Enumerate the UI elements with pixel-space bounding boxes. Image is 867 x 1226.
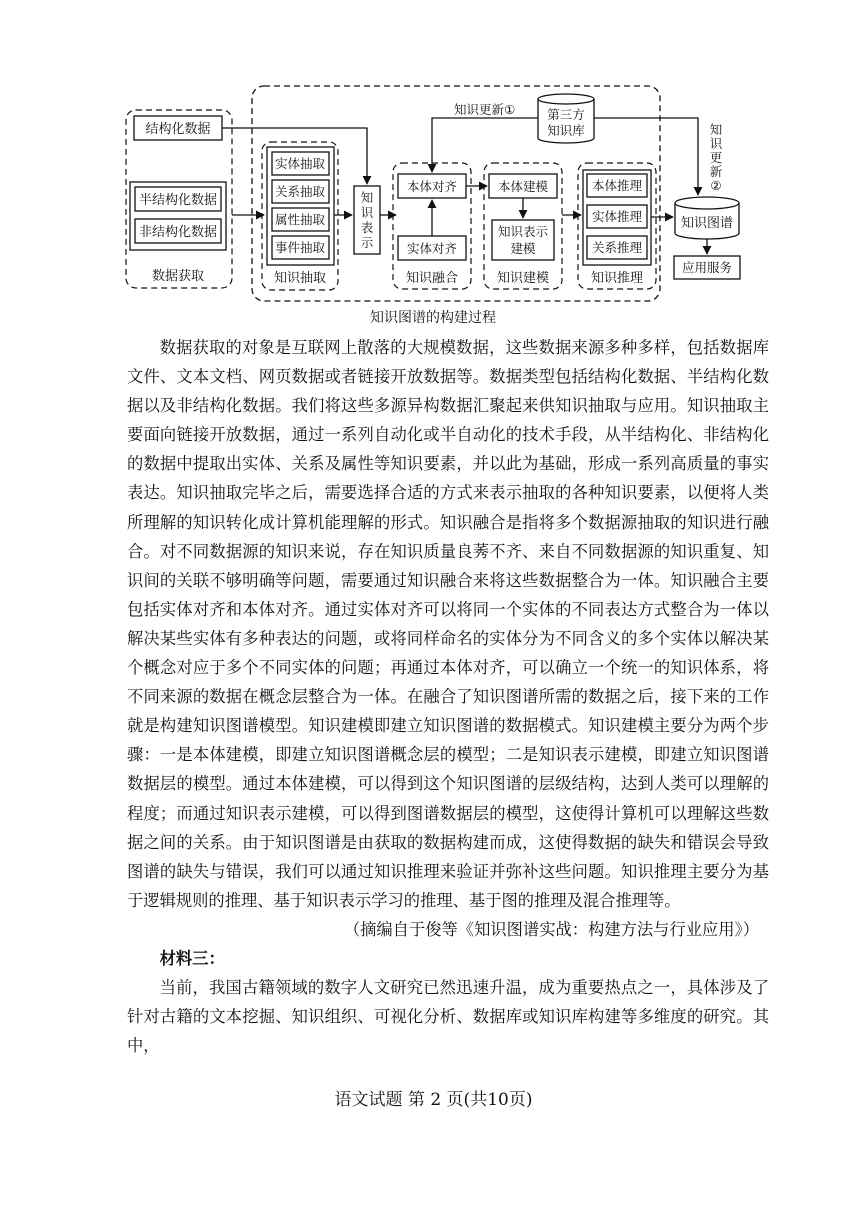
representation-char-4: 示: [360, 235, 374, 250]
update2-char-5: ②: [710, 178, 722, 193]
material-three-paragraph: 当前，我国古籍领域的数字人文研究已然迅速升温，成为重要热点之一，具体涉及了针对古籍的文本挖掘、知识组织、可视化分析、数据库或知识库构建等多维度的研究。其中，: [127, 978, 769, 1056]
third-party-label-2: 知识库: [547, 123, 585, 138]
attribute-extraction-label: 属性抽取: [274, 212, 326, 227]
knowledge-reasoning-label: 知识推理: [590, 271, 644, 286]
page-footer: 语文试题 第 2 页(共10页): [334, 1090, 533, 1110]
representation-char-2: 识: [360, 205, 374, 220]
entity-alignment-label: 实体对齐: [406, 241, 458, 256]
ontology-reasoning-label: 本体推理: [591, 178, 643, 193]
third-party-label-1: 第三方: [547, 107, 585, 122]
knowledge-update-2-label: [710, 122, 723, 193]
relation-reasoning-label: 关系推理: [591, 240, 643, 255]
knowledge-graph-label: 知识图谱: [680, 216, 734, 231]
diagram-caption: 知识图谱的构建过程: [370, 310, 496, 326]
representation-modeling-label-1: 知识表示: [497, 224, 549, 239]
update2-char-1: 知: [709, 122, 723, 137]
ontology-alignment-label: 本体对齐: [406, 179, 458, 194]
source-citation: （摘编自于俊等《知识图谱实战：构建方法与行业应用》）: [343, 919, 759, 939]
representation-char-1: 知: [360, 190, 374, 205]
semi-structured-data-label: 半结构化数据: [138, 193, 218, 208]
knowledge-fusion-label: 知识融合: [405, 271, 459, 286]
entity-reasoning-label: 实体推理: [591, 209, 643, 224]
third-party-knowledge-base: [538, 94, 594, 143]
application-service-label: 应用服务: [681, 260, 733, 275]
knowledge-graph-store: [675, 197, 739, 239]
main-paragraph: 数据获取的对象是互联网上散落的大规模数据，这些数据来源多种多样，包括数据库文件、文本文档、网页数据或者链接开放数据等。数据类型包括结构化数据、半结构化数据以及非结构化数据。我们将这些多源异构数据汇聚起来供知识抽取与应用。知识抽取主要面向链接开放数据，通过一系列自动化或半自动化的技术手段，从半结构化、非结构化的数据中提取出实体、关系及属性等知识要素，并以此为基础，形成一系列高质量的事实表达。知识抽取完毕之后，需要选择合适的方式来表示抽取的各种知识要素，以便将人类所理解的知识转化成计算机能理解的形式。知识融合是指将多个数据源抽取的知识进行融合。对不同数据源的知识来说，存在知识质量良莠不齐、来自不同数据源的知识重复、知识间的关联不够明确等问题，需要通过知识融合来将这些数据整合为一体。知识融合主要包括实体对齐和本体对齐。通过实体对齐可以将同一个实体的不同表达方式整合为一体以解决某些实体有多种表达的问题，或将同样命名的实体分为不同含义的多个实体以解决某个概念对应于多个不同实体的问题；再通过本体对齐，可以确立一个统一的知识体系，将不同来源的数据在概念层整合为一体。在融合了知识图谱所需的数据之后，接下来的工作就是构建知识图谱模型。知识建模即建立知识图谱的数据模式。知识建模主要分为两个步骤：一是本体建模，即建立知识图谱概念层的模型；二是知识表示建模，即建立知识图谱数据层的模型。通过本体建模，可以得到这个知识图谱的层级结构，达到人类可以理解的程度；而通过知识表示建模，可以得到图谱数据层的模型，这使得计算机可以理解这些数据之间的关系。由于知识图谱是由获取的数据构建而成，这使得数据的缺失和错误会导致图谱的缺失与错误，我们可以通过知识推理来验证并弥补这些问题。知识推理主要分为基于逻辑规则的推理、基于知识表示学习的推理、基于图的推理及混合推理等。: [127, 338, 769, 910]
representation-char-3: 表: [360, 220, 374, 235]
knowledge-graph-construction-diagram: [0, 0, 867, 330]
unstructured-data-label: 非结构化数据: [138, 225, 218, 240]
article-body: [127, 333, 769, 1060]
update2-char-4: 新: [709, 164, 723, 179]
knowledge-extraction-label: 知识抽取: [273, 271, 327, 286]
entity-extraction-label: 实体抽取: [274, 156, 326, 171]
knowledge-modeling-label: 知识建模: [496, 271, 550, 286]
relation-extraction-label: 关系抽取: [274, 184, 326, 199]
knowledge-update-1-label: 知识更新①: [454, 102, 516, 117]
representation-modeling-label-2: 建模: [510, 241, 536, 256]
third-party-to-fusion-arrow: [432, 118, 538, 172]
material-three-heading: 材料三：: [159, 948, 225, 968]
data-acquisition-label: 数据获取: [151, 269, 205, 284]
ontology-modeling-label: 本体建模: [497, 179, 549, 194]
event-extraction-label: 事件抽取: [274, 240, 326, 255]
structured-data-label: 结构化数据: [145, 122, 211, 137]
update2-char-3: 更: [709, 150, 723, 165]
update2-char-2: 识: [709, 136, 723, 151]
